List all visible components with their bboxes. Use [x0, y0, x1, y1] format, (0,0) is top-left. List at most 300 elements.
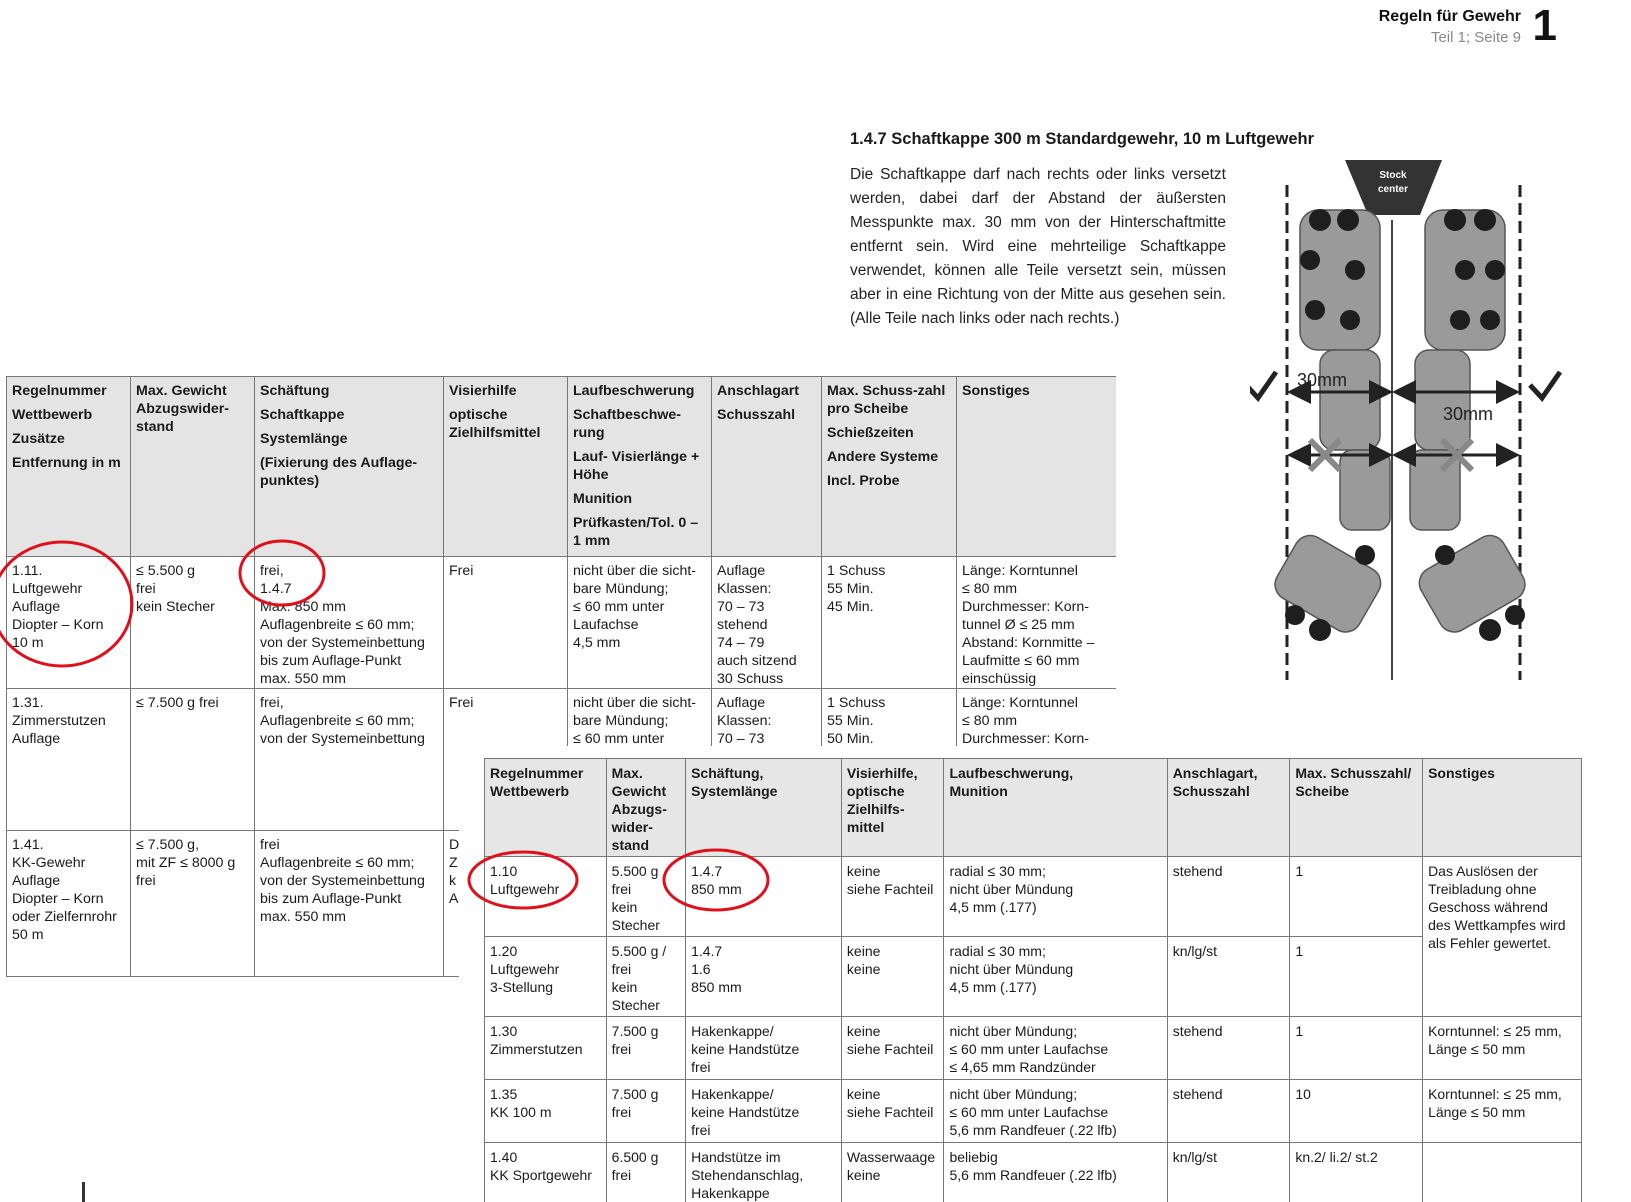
cell-line: Korntunnel: ≤ 25 mm,: [1428, 1023, 1562, 1039]
cell-line: 55 Min.: [827, 713, 874, 729]
stock-cap-diagram: [1250, 160, 1570, 685]
cell-line: 1.6: [691, 961, 711, 977]
running-header-subtitle: Teil 1; Seite 9: [1430, 29, 1521, 46]
cell-line: stehend: [1172, 1086, 1223, 1102]
table1-cell: [822, 689, 957, 747]
table2-cell: [1423, 1143, 1582, 1202]
table2-cell: [606, 1017, 685, 1080]
table2-cell: [1290, 1143, 1423, 1202]
table2-header-cell: [686, 759, 842, 857]
cell-line: Auflage: [12, 599, 61, 615]
table2-cell: [944, 937, 1167, 1017]
cell-line: ≤ 60 mm unter: [573, 731, 665, 746]
cell-line: Anschlagart: [717, 383, 799, 399]
table1-cell: [7, 557, 131, 689]
cell-line: 50 Min.: [827, 731, 874, 746]
table1-clip: [0, 0, 1116, 746]
cell-line: bare Mündung;: [573, 581, 669, 597]
cell-line: Diopter – Korn: [12, 891, 104, 907]
cell-line: (Fixierung des Auflage-punktes): [260, 455, 418, 489]
cell-line: k: [449, 873, 457, 889]
cell-line: Luftgewehr: [12, 581, 83, 597]
running-header-title: Regeln für Gewehr: [1378, 8, 1521, 25]
cell-line: Stecher: [611, 997, 660, 1013]
cell-line: 6.500 g: [611, 1149, 659, 1165]
cell-line: des Wettkampfes wird: [1428, 917, 1566, 933]
stock-center-label-2: center: [1377, 184, 1409, 195]
table2-cell: [1290, 857, 1423, 937]
table1-cell: [444, 746, 460, 831]
cell-line: 1.4.7: [691, 863, 723, 879]
cell-line: kn/lg/st: [1172, 1149, 1218, 1165]
dim-label-right: 30mm: [1443, 404, 1494, 424]
cell-line: D: [449, 837, 459, 853]
table1-header-cell: [255, 377, 444, 557]
header-line: Sonstiges: [1428, 765, 1495, 781]
cell-line: 1.31.: [12, 695, 44, 711]
table1-cell: [131, 557, 255, 689]
cell-line: siehe Fachteil: [846, 881, 934, 897]
table1-cell: [7, 746, 131, 831]
cell-line: stehend: [717, 617, 768, 633]
cell-line: mit ZF ≤ 8000 g: [136, 855, 236, 871]
table2-row: [485, 1017, 1582, 1080]
cell-line: Klassen:: [717, 713, 772, 729]
cell-line: 3-Stellung: [490, 979, 554, 995]
cell-line: siehe Fachteil: [846, 1041, 934, 1057]
cell-line: 4,5 mm (.177): [949, 979, 1037, 995]
cell-line: Visierhilfe: [449, 383, 517, 399]
table1-header-cell: [822, 377, 957, 557]
cell-line: 1 Schuss: [827, 695, 886, 711]
cell-line: 50 m: [12, 927, 44, 943]
header-line: stand: [611, 837, 649, 853]
cell-line: Auflage: [12, 731, 61, 746]
cell-line: einschüssig: [962, 671, 1037, 687]
cell-line: Frei: [449, 695, 474, 711]
cell-line: frei,: [260, 695, 284, 711]
cell-line: bare Mündung;: [573, 713, 669, 729]
cell-line: 5,6 mm Randfeuer (.22 lfb): [949, 1167, 1117, 1183]
table2-cell: [1423, 857, 1582, 1017]
cell-line: Schießzeiten: [827, 425, 914, 441]
cell-line: Entfernung in m: [12, 455, 121, 471]
table2-cell: [686, 1143, 842, 1202]
cell-line: Munition: [573, 491, 633, 507]
cell-line: Das Auslösen der: [1428, 863, 1538, 879]
cell-line: Auflage: [717, 563, 766, 579]
cell-line: stehend: [1172, 863, 1223, 879]
cell-line: Schäftung: [260, 383, 330, 399]
header-line: mittel: [846, 819, 885, 835]
table2-cell: [944, 1017, 1167, 1080]
cell-line: als Fehler gewertet.: [1428, 935, 1552, 951]
header-line: wider-: [611, 819, 653, 835]
cell-line: Länge ≤ 50 mm: [1428, 1041, 1526, 1057]
check-left-icon: [1250, 372, 1276, 398]
header-line: Abzugs-: [611, 801, 667, 817]
cell-line: Laufachse: [573, 617, 639, 633]
cell-line: 1.35: [490, 1086, 518, 1102]
table2-row: [485, 1080, 1582, 1143]
cell-line: Luftgewehr: [490, 961, 560, 977]
cell-line: 1.4.7: [260, 581, 292, 597]
table1-cell: [255, 746, 444, 831]
cell-line: 5,6 mm Randfeuer (.22 lfb): [949, 1122, 1117, 1138]
cell-line: max. 550 mm: [260, 909, 346, 925]
cell-line: Auflagenbreite ≤ 60 mm;: [260, 855, 415, 871]
cell-line: Incl. Probe: [827, 473, 900, 489]
cell-line: 55 Min.: [827, 581, 874, 597]
section-heading: 1.4.7 Schaftkappe 300 m Standardgewehr, 10 m Luftgewehr: [850, 130, 1314, 148]
table2-cell: [606, 1080, 685, 1143]
table2-cell: [841, 1143, 944, 1202]
cell-line: Prüfkasten/Tol. 0 – 1 mm: [573, 515, 699, 549]
cell-line: Durchmesser: Korn-: [962, 731, 1089, 746]
cell-line: keine: [846, 943, 881, 959]
table2-header-cell: [944, 759, 1167, 857]
section-body: Die Schaftkappe darf nach rechts oder links versetzt werden, dabei darf der Abstand der äußersten Messpunkte max. 30 mm von der Hinterschaftmitte entfernt sein. Wird eine mehrteilige Schaftkappe verwendet, können alle Teile versetzt sein, müssen aber in eine Richtung von der Mitte aus gesehen sein. (Alle Teile nach links oder nach rechts.): [850, 166, 1226, 327]
cell-line: ≤ 7.500 g,: [136, 837, 200, 853]
cell-line: ≤ 80 mm: [962, 713, 1018, 729]
table2-row: [485, 1143, 1582, 1202]
chapter-number: 1: [1532, 1, 1557, 50]
cell-line: Zusätze: [12, 431, 65, 447]
cell-line: Systemlänge: [260, 431, 348, 447]
table2-cell: [841, 857, 944, 937]
table1-header-cell: [712, 377, 822, 557]
stock-center-label-1: Stock: [1379, 170, 1407, 181]
cell-line: nicht über Mündung;: [949, 1086, 1078, 1102]
cell-line: kein: [611, 979, 638, 995]
cell-line: ≤ 60 mm unter Laufachse: [949, 1041, 1109, 1057]
cell-line: keine: [846, 1023, 881, 1039]
cell-line: 1.20: [490, 943, 518, 959]
table2-header-cell: [606, 759, 685, 857]
cell-line: siehe Fachteil: [846, 1104, 934, 1120]
cell-line: radial ≤ 30 mm;: [949, 863, 1046, 879]
cell-line: Zimmerstutzen: [12, 713, 106, 729]
cell-line: KK-Gewehr: [12, 855, 86, 871]
cell-line: KK Sportgewehr: [490, 1167, 592, 1183]
header-line: optische: [846, 783, 905, 799]
cell-line: frei: [611, 1104, 632, 1120]
cell-line: 7.500 g: [611, 1086, 659, 1102]
cell-line: Hakenkappe/: [691, 1086, 774, 1102]
table2-cell: [686, 1080, 842, 1143]
cell-line: Geschoss während: [1428, 899, 1548, 915]
cell-line: Auflage: [717, 695, 766, 711]
table1-header-cell: [7, 377, 131, 557]
table1-header-cell: [444, 377, 568, 557]
cell-line: Hakenkappe: [691, 1185, 770, 1201]
table2-header-cell: [1290, 759, 1423, 857]
cell-line: frei: [260, 837, 280, 853]
header-line: Schusszahl: [1172, 783, 1250, 799]
table1-row: [7, 746, 460, 831]
cell-line: Z: [449, 855, 458, 871]
cell-line: 1: [1295, 943, 1304, 959]
table2-cell: [1290, 1080, 1423, 1143]
cell-line: von der Systemeinbettung: [260, 635, 425, 651]
cell-line: Klassen:: [717, 581, 772, 597]
cell-line: keine: [846, 961, 881, 977]
cell-line: A: [449, 891, 459, 907]
cell-line: stehend: [1172, 1023, 1223, 1039]
cell-line: 4,5 mm: [573, 635, 621, 651]
header-line: Max.: [611, 765, 643, 781]
cell-line: optische Zielhilfsmittel: [449, 407, 541, 441]
cell-line: Handstütze im: [691, 1149, 781, 1165]
cell-line: 1.10: [490, 863, 518, 879]
page-bottom-bar: [82, 1182, 85, 1202]
cell-line: oder Zielfernrohr: [12, 909, 117, 925]
cell-line: frei: [611, 961, 632, 977]
cell-line: Luftgewehr: [490, 881, 560, 897]
cell-line: 10: [1295, 1086, 1311, 1102]
table2-cell: [485, 1143, 607, 1202]
table1-row: [7, 831, 460, 977]
table2-cell: [686, 857, 842, 937]
table2-cell: [1423, 1080, 1582, 1143]
table1-cell: [444, 557, 568, 689]
header-line: Regelnummer: [490, 765, 584, 781]
table2-cell: [485, 857, 607, 937]
cell-line: frei,: [260, 563, 284, 579]
table2-cell: [606, 857, 685, 937]
header-line: Systemlänge: [691, 783, 778, 799]
table1-lower-clip: [0, 746, 459, 1166]
cell-line: Stecher: [611, 917, 660, 933]
table2-cell: [1167, 1017, 1290, 1080]
cell-line: 1.41.: [12, 837, 44, 853]
table2-header-cell: [1423, 759, 1582, 857]
table1-cell: [131, 746, 255, 831]
table2-cell: [686, 937, 842, 1017]
table1-cell: [957, 689, 1117, 747]
cell-line: Lauf- Visierlänge + Höhe: [573, 449, 700, 483]
cell-line: Max. Schuss-zahl pro Scheibe: [827, 383, 946, 417]
cell-line: 10 m: [12, 635, 44, 651]
table2-header-cell: [1167, 759, 1290, 857]
cell-line: nicht über Mündung: [949, 881, 1074, 897]
header-line: Visierhilfe,: [846, 765, 918, 781]
table1-header-cell: [131, 377, 255, 557]
table2-cell: [841, 1017, 944, 1080]
header-line: Wettbewerb: [490, 783, 570, 799]
header-line: Gewicht: [611, 783, 667, 799]
header-line: Zielhilfs-: [846, 801, 905, 817]
cell-line: Abstand: Kornmitte –: [962, 635, 1095, 651]
cell-line: 7.500 g: [611, 1023, 659, 1039]
cell-line: Korntunnel: ≤ 25 mm,: [1428, 1086, 1562, 1102]
table2-cell: [944, 1080, 1167, 1143]
cell-line: 1.4.7: [691, 943, 723, 959]
cell-line: 850 mm: [691, 881, 742, 897]
cell-line: Laufmitte ≤ 60 mm: [962, 653, 1080, 669]
cell-line: keine: [846, 863, 881, 879]
cell-line: von der Systemeinbettung: [260, 731, 425, 746]
cell-line: keine Handstütze: [691, 1104, 800, 1120]
table2-cell: [841, 1080, 944, 1143]
cell-line: Schaftkappe: [260, 407, 345, 423]
table2-cell: [485, 1017, 607, 1080]
cell-line: frei: [611, 881, 632, 897]
cell-line: Diopter – Korn: [12, 617, 104, 633]
cell-line: 1.40: [490, 1149, 518, 1165]
table2-cell: [1167, 937, 1290, 1017]
table2-cell: [944, 857, 1167, 937]
table2-cell: [944, 1143, 1167, 1202]
table2-cell: [485, 937, 607, 1017]
table1-header-cell: [568, 377, 712, 557]
cell-line: Durchmesser: Korn-: [962, 599, 1089, 615]
cell-line: Schaftbeschwe-rung: [573, 407, 682, 441]
cell-line: 45 Min.: [827, 599, 874, 615]
table2-header-cell: [841, 759, 944, 857]
cell-line: Länge: Korntunnel: [962, 563, 1078, 579]
cell-line: 4,5 mm (.177): [949, 899, 1037, 915]
cell-line: Treibladung ohne: [1428, 881, 1537, 897]
cell-line: ≤ 5.500 g: [136, 563, 196, 579]
cell-line: ≤ 4,65 mm Randzünder: [949, 1059, 1096, 1075]
table1-cell: [7, 689, 131, 747]
page-bottom: [0, 1180, 459, 1202]
table2-cell: [485, 1080, 607, 1143]
cell-line: von der Systemeinbettung: [260, 873, 425, 889]
cell-line: frei: [691, 1059, 711, 1075]
table2-header-cell: [485, 759, 607, 857]
cell-line: 1.30: [490, 1023, 518, 1039]
cell-line: frei: [611, 1167, 632, 1183]
table1-cell: [444, 689, 568, 747]
cell-line: frei: [136, 873, 156, 889]
check-right-icon: [1530, 372, 1560, 398]
table1-cell: [255, 557, 444, 689]
cell-line: 5.500 g: [611, 863, 659, 879]
table1-row: [7, 557, 1117, 689]
cell-line: KK 100 m: [490, 1104, 552, 1120]
table2-clip: [459, 752, 1631, 1202]
cell-line: kein Stecher: [136, 599, 215, 615]
table1-cell: [957, 557, 1117, 689]
cell-line: tunnel Ø ≤ 25 mm: [962, 617, 1075, 633]
table1-cell: [712, 689, 822, 747]
cell-line: nicht über Mündung;: [949, 1023, 1078, 1039]
table2-cell: [1290, 937, 1423, 1017]
dim-label-left: 30mm: [1297, 370, 1348, 390]
cell-line: keine: [846, 1086, 881, 1102]
cell-line: Schusszahl: [717, 407, 796, 423]
cell-line: kn/lg/st: [1172, 943, 1218, 959]
cell-line: 30 Schuss: [717, 671, 784, 687]
cell-line: ≤ 60 mm unter: [573, 599, 665, 615]
cell-line: Max. Gewicht Abzugswider-stand: [136, 383, 230, 435]
header-line: Schäftung,: [691, 765, 764, 781]
table2-cell: [686, 1017, 842, 1080]
cell-line: Frei: [449, 563, 474, 579]
cell-line: nicht über die sicht-: [573, 695, 697, 711]
cell-line: nicht über Mündung: [949, 961, 1074, 977]
rules-table-1-lower: [6, 746, 459, 977]
header-line: Munition: [949, 783, 1008, 799]
cell-line: Stehendanschlag,: [691, 1167, 804, 1183]
table1-cell: [822, 557, 957, 689]
cell-line: kn.2/ li.2/ st.2: [1295, 1149, 1378, 1165]
cell-line: Auflagenbreite ≤ 60 mm;: [260, 713, 415, 729]
cell-line: Auflagenbreite ≤ 60 mm;: [260, 617, 415, 633]
cell-line: ≤ 60 mm unter Laufachse: [949, 1104, 1109, 1120]
cell-line: 70 – 73: [717, 599, 765, 615]
cell-line: Sonstiges: [962, 383, 1030, 399]
table2-cell: [841, 937, 944, 1017]
cell-line: Regelnummer: [12, 383, 107, 399]
cell-line: frei: [691, 1122, 711, 1138]
table1-cell: [131, 831, 255, 977]
table1-cell: [568, 557, 712, 689]
cell-line: Andere Systeme: [827, 449, 939, 465]
cell-line: 1.11.: [12, 563, 43, 579]
table2-cell: [1167, 1080, 1290, 1143]
table1-cell: [255, 831, 444, 977]
rules-table-2: [484, 758, 1582, 1202]
cell-line: 850 mm: [691, 979, 742, 995]
rules-table-1: [6, 376, 1116, 746]
table1-cell: [131, 689, 255, 747]
cell-line: kein: [611, 899, 638, 915]
table2-cell: [606, 1143, 685, 1202]
cell-line: beliebig: [949, 1149, 998, 1165]
table1-header-cell: [957, 377, 1117, 557]
header-line: Scheibe: [1295, 783, 1350, 799]
table1-cell: [712, 557, 822, 689]
cell-line: 70 – 73: [717, 731, 765, 746]
cell-line: keine Handstütze: [691, 1041, 800, 1057]
table2-cell: [606, 937, 685, 1017]
cell-line: 5.500 g /: [611, 943, 667, 959]
cell-line: Länge ≤ 50 mm: [1428, 1104, 1526, 1120]
table1-row: [7, 689, 1117, 747]
cell-line: 74 – 79: [717, 635, 765, 651]
cell-line: Zimmerstutzen: [490, 1041, 583, 1057]
cell-line: Hakenkappe/: [691, 1023, 774, 1039]
cell-line: frei: [136, 581, 156, 597]
table2-cell: [1423, 1017, 1582, 1080]
table1-cell: [568, 689, 712, 747]
cell-line: Max. 850 mm: [260, 599, 346, 615]
header-line: Max. Schusszahl/: [1295, 765, 1412, 781]
table2-cell: [1290, 1017, 1423, 1080]
cell-line: radial ≤ 30 mm;: [949, 943, 1046, 959]
table2-row: [485, 857, 1582, 937]
table2-cell: [1167, 857, 1290, 937]
cell-line: 1: [1295, 863, 1304, 879]
cell-line: Laufbeschwerung: [573, 383, 695, 399]
cell-line: Auflage: [12, 873, 61, 889]
cell-line: ≤ 7.500 g frei: [136, 695, 219, 711]
cell-line: keine: [846, 1167, 881, 1183]
cell-line: frei: [611, 1041, 632, 1057]
table2-row: [485, 937, 1582, 1017]
header-line: Laufbeschwerung,: [949, 765, 1074, 781]
table2-cell: [1167, 1143, 1290, 1202]
cell-line: max. 550 mm: [260, 671, 346, 687]
cell-line: bis zum Auflage-Punkt: [260, 653, 402, 669]
table1-cell: [7, 831, 131, 977]
cell-line: bis zum Auflage-Punkt: [260, 891, 402, 907]
cell-line: Länge: Korntunnel: [962, 695, 1078, 711]
cell-line: 1: [1295, 1023, 1304, 1039]
